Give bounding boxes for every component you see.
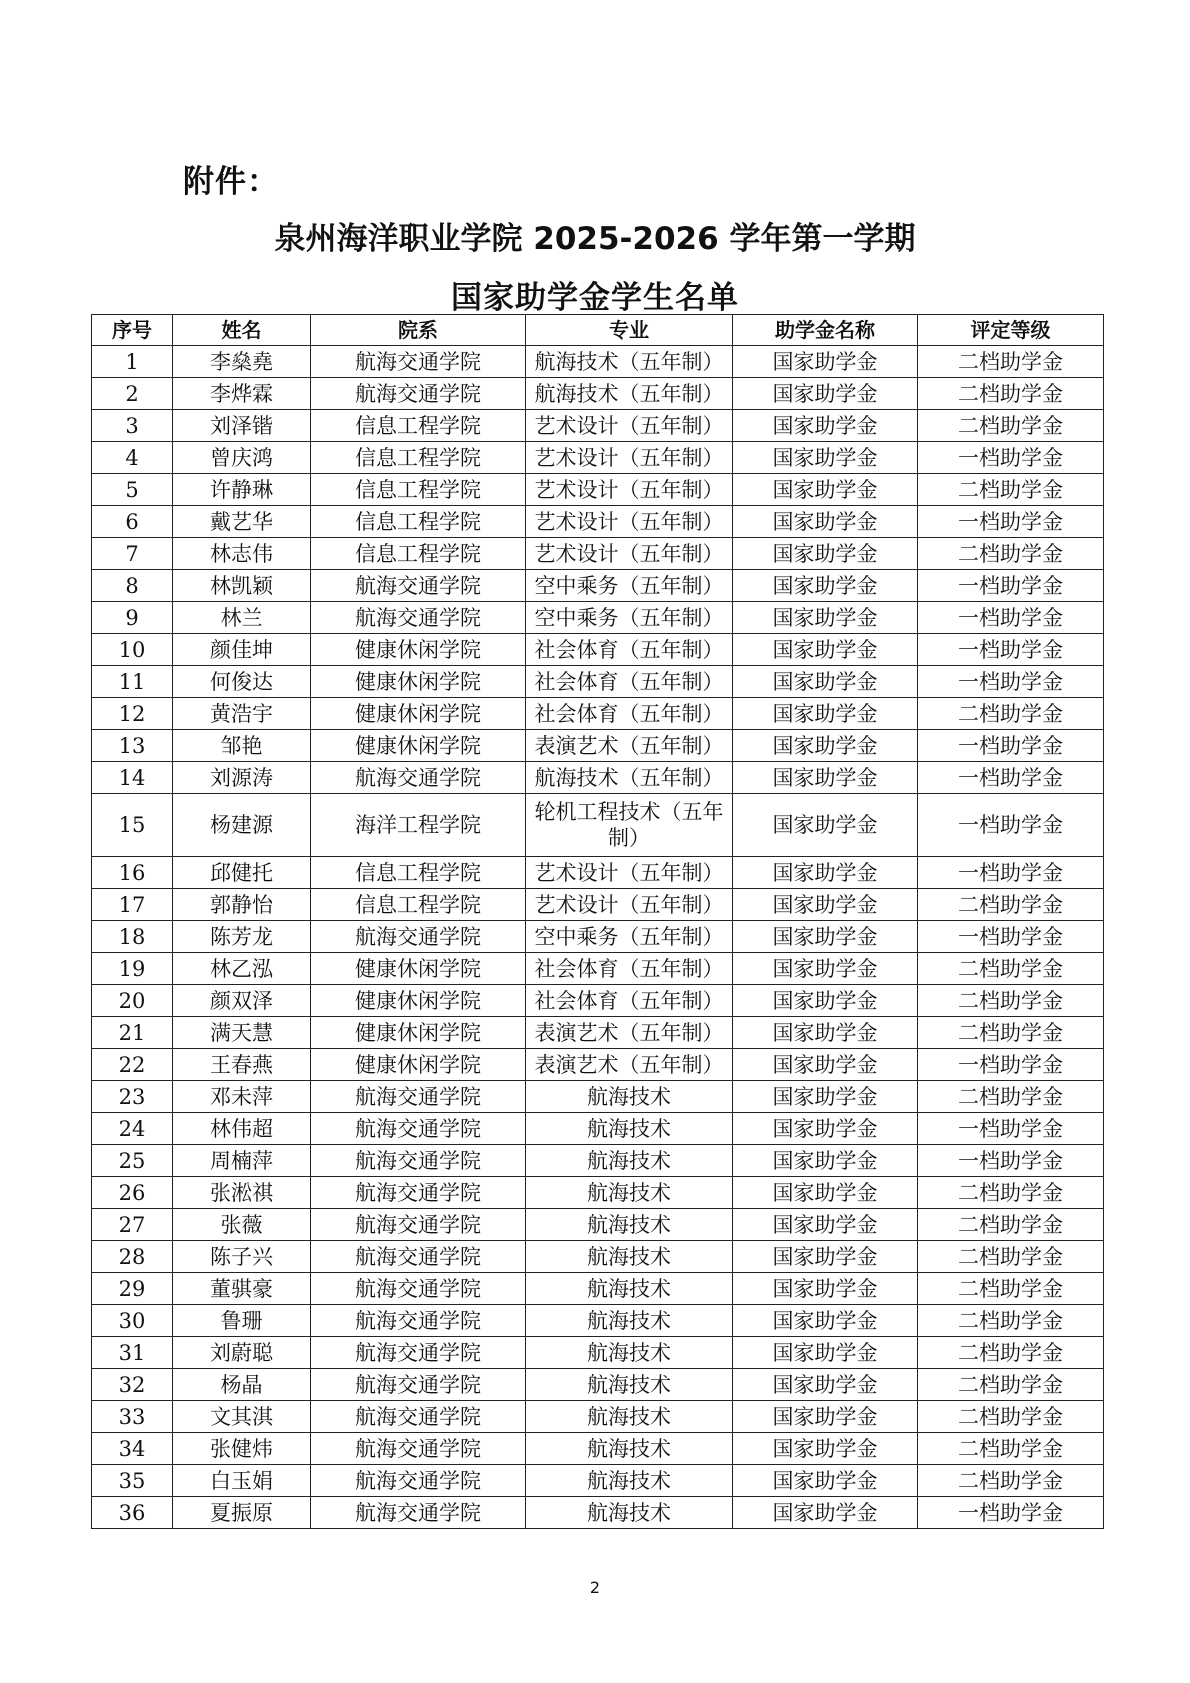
document-title: 泉州海洋职业学院 2025-2026 学年第一学期 bbox=[274, 221, 916, 257]
cell-index: 26 bbox=[92, 1177, 173, 1209]
cell-name: 林凯颖 bbox=[173, 570, 311, 602]
cell-college: 健康休闲学院 bbox=[311, 730, 526, 762]
cell-level: 一档助学金 bbox=[918, 666, 1104, 698]
cell-level: 一档助学金 bbox=[918, 634, 1104, 666]
cell-major: 航海技术 bbox=[526, 1497, 733, 1529]
cell-name: 刘源涛 bbox=[173, 762, 311, 794]
cell-index: 17 bbox=[92, 889, 173, 921]
cell-college: 海洋工程学院 bbox=[311, 794, 526, 857]
table-row bbox=[92, 1465, 1104, 1497]
cell-level: 二档助学金 bbox=[918, 1433, 1104, 1465]
cell-college: 信息工程学院 bbox=[311, 538, 526, 570]
cell-college: 航海交通学院 bbox=[311, 1241, 526, 1273]
cell-index: 29 bbox=[92, 1273, 173, 1305]
cell-name: 王春燕 bbox=[173, 1049, 311, 1081]
cell-college: 航海交通学院 bbox=[311, 1465, 526, 1497]
cell-major: 表演艺术（五年制） bbox=[526, 1049, 733, 1081]
cell-level: 二档助学金 bbox=[918, 410, 1104, 442]
cell-name: 张淞祺 bbox=[173, 1177, 311, 1209]
cell-major: 航海技术 bbox=[526, 1177, 733, 1209]
cell-college: 航海交通学院 bbox=[311, 1273, 526, 1305]
cell-index: 9 bbox=[92, 602, 173, 634]
cell-index: 36 bbox=[92, 1497, 173, 1529]
cell-college: 信息工程学院 bbox=[311, 410, 526, 442]
cell-name: 周楠萍 bbox=[173, 1145, 311, 1177]
table-row bbox=[92, 570, 1104, 602]
cell-college: 航海交通学院 bbox=[311, 1081, 526, 1113]
cell-major: 艺术设计（五年制） bbox=[526, 474, 733, 506]
cell-college: 航海交通学院 bbox=[311, 1145, 526, 1177]
cell-major: 艺术设计（五年制） bbox=[526, 857, 733, 889]
cell-level: 二档助学金 bbox=[918, 538, 1104, 570]
cell-name: 邹艳 bbox=[173, 730, 311, 762]
cell-grant: 国家助学金 bbox=[733, 698, 918, 730]
cell-index: 20 bbox=[92, 985, 173, 1017]
cell-grant: 国家助学金 bbox=[733, 1049, 918, 1081]
cell-grant: 国家助学金 bbox=[733, 1369, 918, 1401]
cell-name: 杨建源 bbox=[173, 794, 311, 857]
table-row bbox=[92, 985, 1104, 1017]
cell-name: 林兰 bbox=[173, 602, 311, 634]
cell-name: 颜双泽 bbox=[173, 985, 311, 1017]
cell-college: 航海交通学院 bbox=[311, 1433, 526, 1465]
cell-major: 艺术设计（五年制） bbox=[526, 442, 733, 474]
cell-college: 信息工程学院 bbox=[311, 506, 526, 538]
attachment-label: 附件： bbox=[183, 164, 279, 200]
table-row bbox=[92, 538, 1104, 570]
table-row bbox=[92, 634, 1104, 666]
table-row bbox=[92, 1497, 1104, 1529]
cell-major: 轮机工程技术（五年制） bbox=[526, 794, 733, 857]
cell-grant: 国家助学金 bbox=[733, 506, 918, 538]
cell-college: 信息工程学院 bbox=[311, 889, 526, 921]
cell-index: 13 bbox=[92, 730, 173, 762]
cell-major: 航海技术（五年制） bbox=[526, 762, 733, 794]
cell-college: 航海交通学院 bbox=[311, 346, 526, 378]
cell-index: 35 bbox=[92, 1465, 173, 1497]
table-row bbox=[92, 698, 1104, 730]
cell-major: 艺术设计（五年制） bbox=[526, 506, 733, 538]
cell-level: 二档助学金 bbox=[918, 1465, 1104, 1497]
cell-name: 文其淇 bbox=[173, 1401, 311, 1433]
cell-level: 一档助学金 bbox=[918, 442, 1104, 474]
cell-level: 二档助学金 bbox=[918, 1337, 1104, 1369]
cell-level: 二档助学金 bbox=[918, 1305, 1104, 1337]
column-header-level: 评定等级 bbox=[918, 315, 1104, 346]
table-row bbox=[92, 442, 1104, 474]
cell-grant: 国家助学金 bbox=[733, 762, 918, 794]
cell-name: 刘蔚聪 bbox=[173, 1337, 311, 1369]
cell-grant: 国家助学金 bbox=[733, 602, 918, 634]
table-row bbox=[92, 1241, 1104, 1273]
table-row bbox=[92, 1433, 1104, 1465]
cell-index: 8 bbox=[92, 570, 173, 602]
cell-name: 邓未萍 bbox=[173, 1081, 311, 1113]
cell-grant: 国家助学金 bbox=[733, 1241, 918, 1273]
cell-index: 30 bbox=[92, 1305, 173, 1337]
cell-major: 社会体育（五年制） bbox=[526, 985, 733, 1017]
cell-name: 颜佳坤 bbox=[173, 634, 311, 666]
cell-index: 25 bbox=[92, 1145, 173, 1177]
cell-grant: 国家助学金 bbox=[733, 730, 918, 762]
table-row bbox=[92, 889, 1104, 921]
cell-name: 李燊堯 bbox=[173, 346, 311, 378]
cell-college: 信息工程学院 bbox=[311, 474, 526, 506]
cell-major: 表演艺术（五年制） bbox=[526, 1017, 733, 1049]
cell-college: 信息工程学院 bbox=[311, 442, 526, 474]
cell-index: 5 bbox=[92, 474, 173, 506]
cell-grant: 国家助学金 bbox=[733, 474, 918, 506]
cell-college: 航海交通学院 bbox=[311, 570, 526, 602]
cell-college: 航海交通学院 bbox=[311, 602, 526, 634]
cell-level: 一档助学金 bbox=[918, 794, 1104, 857]
cell-name: 刘泽锴 bbox=[173, 410, 311, 442]
cell-level: 二档助学金 bbox=[918, 889, 1104, 921]
cell-major: 航海技术 bbox=[526, 1369, 733, 1401]
cell-name: 郭静怡 bbox=[173, 889, 311, 921]
cell-college: 航海交通学院 bbox=[311, 762, 526, 794]
cell-index: 28 bbox=[92, 1241, 173, 1273]
cell-level: 一档助学金 bbox=[918, 1497, 1104, 1529]
cell-level: 一档助学金 bbox=[918, 570, 1104, 602]
cell-name: 许静琳 bbox=[173, 474, 311, 506]
cell-grant: 国家助学金 bbox=[733, 634, 918, 666]
cell-level: 一档助学金 bbox=[918, 857, 1104, 889]
cell-college: 航海交通学院 bbox=[311, 1113, 526, 1145]
table-row bbox=[92, 378, 1104, 410]
cell-name: 何俊达 bbox=[173, 666, 311, 698]
table-row bbox=[92, 1145, 1104, 1177]
table-row bbox=[92, 730, 1104, 762]
cell-grant: 国家助学金 bbox=[733, 538, 918, 570]
cell-major: 航海技术 bbox=[526, 1433, 733, 1465]
cell-college: 健康休闲学院 bbox=[311, 1017, 526, 1049]
cell-major: 艺术设计（五年制） bbox=[526, 410, 733, 442]
cell-major: 航海技术 bbox=[526, 1401, 733, 1433]
cell-major: 表演艺术（五年制） bbox=[526, 730, 733, 762]
cell-index: 21 bbox=[92, 1017, 173, 1049]
table-row bbox=[92, 1081, 1104, 1113]
cell-major: 航海技术 bbox=[526, 1241, 733, 1273]
cell-grant: 国家助学金 bbox=[733, 857, 918, 889]
cell-name: 白玉娟 bbox=[173, 1465, 311, 1497]
cell-major: 社会体育（五年制） bbox=[526, 698, 733, 730]
cell-major: 航海技术（五年制） bbox=[526, 378, 733, 410]
cell-name: 满天慧 bbox=[173, 1017, 311, 1049]
table-row bbox=[92, 602, 1104, 634]
cell-name: 杨晶 bbox=[173, 1369, 311, 1401]
table-row bbox=[92, 1401, 1104, 1433]
cell-college: 航海交通学院 bbox=[311, 1305, 526, 1337]
table-row bbox=[92, 410, 1104, 442]
column-header-major: 专业 bbox=[526, 315, 733, 346]
table-row bbox=[92, 1337, 1104, 1369]
cell-name: 林伟超 bbox=[173, 1113, 311, 1145]
cell-grant: 国家助学金 bbox=[733, 1081, 918, 1113]
page-number: 2 bbox=[589, 1578, 601, 1597]
cell-name: 夏振原 bbox=[173, 1497, 311, 1529]
table-row bbox=[92, 346, 1104, 378]
cell-major: 社会体育（五年制） bbox=[526, 634, 733, 666]
column-header-college: 院系 bbox=[311, 315, 526, 346]
cell-major: 航海技术 bbox=[526, 1209, 733, 1241]
cell-level: 一档助学金 bbox=[918, 1113, 1104, 1145]
cell-name: 董骐豪 bbox=[173, 1273, 311, 1305]
cell-grant: 国家助学金 bbox=[733, 666, 918, 698]
table-row bbox=[92, 1273, 1104, 1305]
cell-college: 健康休闲学院 bbox=[311, 634, 526, 666]
cell-index: 12 bbox=[92, 698, 173, 730]
cell-college: 航海交通学院 bbox=[311, 1497, 526, 1529]
cell-major: 航海技术 bbox=[526, 1145, 733, 1177]
cell-major: 航海技术 bbox=[526, 1337, 733, 1369]
cell-level: 一档助学金 bbox=[918, 602, 1104, 634]
cell-name: 邱健托 bbox=[173, 857, 311, 889]
cell-level: 二档助学金 bbox=[918, 953, 1104, 985]
cell-major: 艺术设计（五年制） bbox=[526, 538, 733, 570]
table-row bbox=[92, 953, 1104, 985]
cell-index: 14 bbox=[92, 762, 173, 794]
cell-level: 二档助学金 bbox=[918, 378, 1104, 410]
cell-grant: 国家助学金 bbox=[733, 378, 918, 410]
cell-major: 航海技术 bbox=[526, 1081, 733, 1113]
cell-index: 18 bbox=[92, 921, 173, 953]
cell-grant: 国家助学金 bbox=[733, 1497, 918, 1529]
table-row bbox=[92, 1177, 1104, 1209]
cell-college: 健康休闲学院 bbox=[311, 1049, 526, 1081]
cell-college: 健康休闲学院 bbox=[311, 985, 526, 1017]
cell-major: 航海技术 bbox=[526, 1273, 733, 1305]
cell-grant: 国家助学金 bbox=[733, 442, 918, 474]
cell-major: 社会体育（五年制） bbox=[526, 953, 733, 985]
cell-grant: 国家助学金 bbox=[733, 985, 918, 1017]
cell-name: 黄浩宇 bbox=[173, 698, 311, 730]
cell-name: 戴艺华 bbox=[173, 506, 311, 538]
cell-index: 1 bbox=[92, 346, 173, 378]
cell-major: 航海技术 bbox=[526, 1305, 733, 1337]
cell-index: 16 bbox=[92, 857, 173, 889]
cell-major: 社会体育（五年制） bbox=[526, 666, 733, 698]
cell-index: 24 bbox=[92, 1113, 173, 1145]
cell-index: 32 bbox=[92, 1369, 173, 1401]
cell-index: 27 bbox=[92, 1209, 173, 1241]
table-row bbox=[92, 794, 1104, 857]
cell-grant: 国家助学金 bbox=[733, 1145, 918, 1177]
cell-level: 二档助学金 bbox=[918, 1209, 1104, 1241]
cell-major: 艺术设计（五年制） bbox=[526, 889, 733, 921]
cell-index: 33 bbox=[92, 1401, 173, 1433]
cell-level: 二档助学金 bbox=[918, 985, 1104, 1017]
cell-grant: 国家助学金 bbox=[733, 889, 918, 921]
cell-name: 张薇 bbox=[173, 1209, 311, 1241]
cell-grant: 国家助学金 bbox=[733, 921, 918, 953]
table-row bbox=[92, 762, 1104, 794]
table-row bbox=[92, 666, 1104, 698]
table-row bbox=[92, 1369, 1104, 1401]
document-subtitle: 国家助学金学生名单 bbox=[451, 280, 739, 316]
cell-college: 信息工程学院 bbox=[311, 857, 526, 889]
cell-name: 陈芳龙 bbox=[173, 921, 311, 953]
cell-index: 23 bbox=[92, 1081, 173, 1113]
cell-grant: 国家助学金 bbox=[733, 1337, 918, 1369]
cell-level: 二档助学金 bbox=[918, 698, 1104, 730]
cell-level: 一档助学金 bbox=[918, 730, 1104, 762]
cell-level: 二档助学金 bbox=[918, 346, 1104, 378]
cell-index: 19 bbox=[92, 953, 173, 985]
cell-grant: 国家助学金 bbox=[733, 953, 918, 985]
column-header-index: 序号 bbox=[92, 315, 173, 346]
column-header-grant: 助学金名称 bbox=[733, 315, 918, 346]
table-row bbox=[92, 1113, 1104, 1145]
cell-grant: 国家助学金 bbox=[733, 410, 918, 442]
cell-college: 航海交通学院 bbox=[311, 1369, 526, 1401]
cell-grant: 国家助学金 bbox=[733, 1465, 918, 1497]
cell-index: 34 bbox=[92, 1433, 173, 1465]
cell-grant: 国家助学金 bbox=[733, 1433, 918, 1465]
cell-major: 空中乘务（五年制） bbox=[526, 570, 733, 602]
cell-grant: 国家助学金 bbox=[733, 1017, 918, 1049]
cell-index: 11 bbox=[92, 666, 173, 698]
cell-college: 航海交通学院 bbox=[311, 921, 526, 953]
cell-index: 4 bbox=[92, 442, 173, 474]
cell-index: 6 bbox=[92, 506, 173, 538]
cell-grant: 国家助学金 bbox=[733, 1305, 918, 1337]
cell-grant: 国家助学金 bbox=[733, 1209, 918, 1241]
cell-level: 二档助学金 bbox=[918, 1369, 1104, 1401]
cell-level: 二档助学金 bbox=[918, 474, 1104, 506]
cell-index: 2 bbox=[92, 378, 173, 410]
cell-name: 林乙泓 bbox=[173, 953, 311, 985]
column-header-name: 姓名 bbox=[173, 315, 311, 346]
cell-college: 健康休闲学院 bbox=[311, 666, 526, 698]
table-row bbox=[92, 1049, 1104, 1081]
cell-name: 曾庆鸿 bbox=[173, 442, 311, 474]
cell-index: 10 bbox=[92, 634, 173, 666]
table-row bbox=[92, 857, 1104, 889]
cell-name: 陈子兴 bbox=[173, 1241, 311, 1273]
cell-college: 健康休闲学院 bbox=[311, 698, 526, 730]
cell-level: 一档助学金 bbox=[918, 921, 1104, 953]
cell-major: 空中乘务（五年制） bbox=[526, 602, 733, 634]
table-row bbox=[92, 506, 1104, 538]
cell-level: 二档助学金 bbox=[918, 1273, 1104, 1305]
table-row bbox=[92, 1305, 1104, 1337]
cell-major: 航海技术 bbox=[526, 1465, 733, 1497]
cell-grant: 国家助学金 bbox=[733, 794, 918, 857]
table-row bbox=[92, 1209, 1104, 1241]
cell-level: 二档助学金 bbox=[918, 1177, 1104, 1209]
cell-grant: 国家助学金 bbox=[733, 1401, 918, 1433]
cell-college: 航海交通学院 bbox=[311, 1177, 526, 1209]
cell-level: 二档助学金 bbox=[918, 1017, 1104, 1049]
table-row bbox=[92, 921, 1104, 953]
cell-college: 航海交通学院 bbox=[311, 1209, 526, 1241]
table-body bbox=[92, 346, 1104, 1529]
table-row bbox=[92, 1017, 1104, 1049]
cell-index: 22 bbox=[92, 1049, 173, 1081]
cell-grant: 国家助学金 bbox=[733, 570, 918, 602]
cell-index: 15 bbox=[92, 794, 173, 857]
cell-level: 一档助学金 bbox=[918, 1049, 1104, 1081]
cell-name: 李烨霖 bbox=[173, 378, 311, 410]
cell-major: 航海技术 bbox=[526, 1113, 733, 1145]
cell-grant: 国家助学金 bbox=[733, 346, 918, 378]
cell-index: 7 bbox=[92, 538, 173, 570]
cell-level: 一档助学金 bbox=[918, 762, 1104, 794]
cell-level: 二档助学金 bbox=[918, 1401, 1104, 1433]
table-header-row bbox=[92, 315, 1104, 346]
cell-index: 3 bbox=[92, 410, 173, 442]
cell-index: 31 bbox=[92, 1337, 173, 1369]
cell-college: 航海交通学院 bbox=[311, 378, 526, 410]
cell-college: 航海交通学院 bbox=[311, 1401, 526, 1433]
table-row bbox=[92, 474, 1104, 506]
cell-level: 一档助学金 bbox=[918, 1145, 1104, 1177]
cell-name: 林志伟 bbox=[173, 538, 311, 570]
cell-level: 二档助学金 bbox=[918, 1081, 1104, 1113]
cell-college: 航海交通学院 bbox=[311, 1337, 526, 1369]
grant-recipient-table bbox=[91, 314, 1104, 1529]
cell-level: 二档助学金 bbox=[918, 1241, 1104, 1273]
cell-grant: 国家助学金 bbox=[733, 1273, 918, 1305]
cell-major: 空中乘务（五年制） bbox=[526, 921, 733, 953]
cell-name: 张健炜 bbox=[173, 1433, 311, 1465]
cell-grant: 国家助学金 bbox=[733, 1177, 918, 1209]
cell-name: 鲁珊 bbox=[173, 1305, 311, 1337]
cell-major: 航海技术（五年制） bbox=[526, 346, 733, 378]
cell-grant: 国家助学金 bbox=[733, 1113, 918, 1145]
cell-college: 健康休闲学院 bbox=[311, 953, 526, 985]
cell-level: 一档助学金 bbox=[918, 506, 1104, 538]
